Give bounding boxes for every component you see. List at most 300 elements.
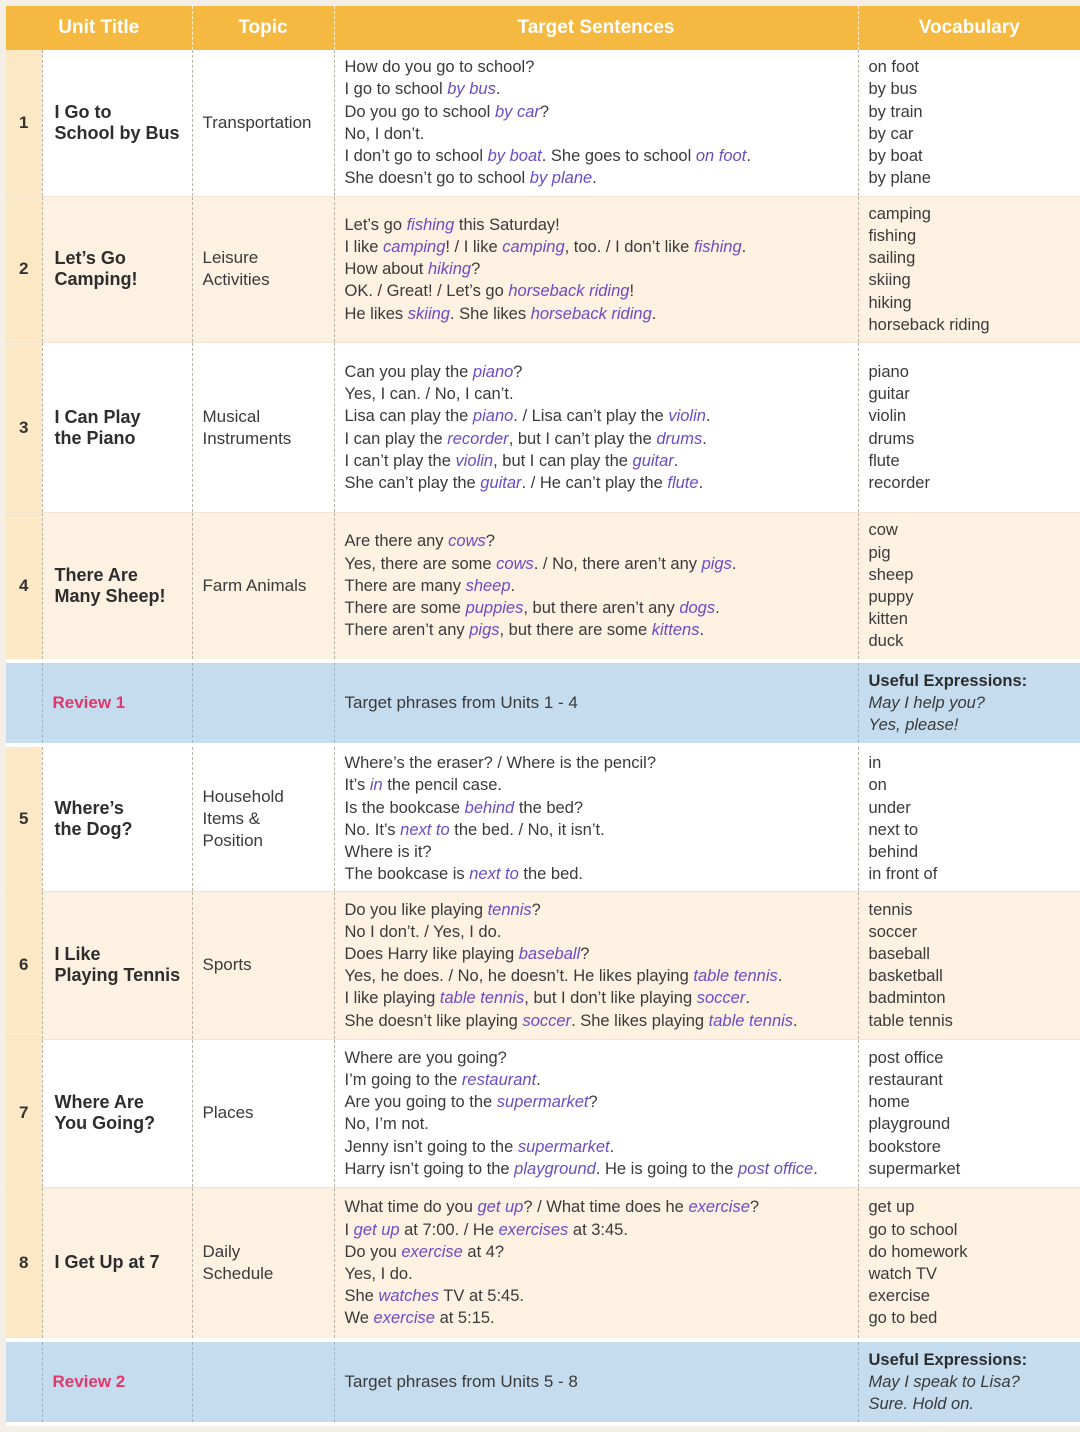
highlighted-phrase: drums <box>656 429 703 448</box>
vocabulary-item: recorder <box>868 473 930 492</box>
unit-title <box>42 196 192 342</box>
sentence-text: , but I can’t play the <box>508 429 657 448</box>
header-row <box>6 6 1080 50</box>
sentence-text: No, I’m not. <box>344 1115 429 1134</box>
highlighted-phrase: get up <box>477 1198 524 1217</box>
unit-title <box>42 891 192 1039</box>
unit-topic <box>192 745 334 891</box>
vocabulary-item: hiking <box>868 293 912 312</box>
sentence-text: . <box>651 304 657 323</box>
sentence-text: ? <box>485 532 495 551</box>
unit-row <box>6 342 1080 512</box>
sentence-text: Are you going to the <box>344 1093 497 1112</box>
sentence-text: Yes, he does. / No, he doesn’t. He likes playing <box>344 967 694 986</box>
sentence-text: . <box>715 599 720 618</box>
header-topic: Topic <box>192 6 334 50</box>
sentence-text: at 5:15. <box>435 1309 495 1328</box>
vocabulary-item: skiing <box>868 271 911 290</box>
vocabulary-item: by bus <box>868 80 918 99</box>
vocabulary-list <box>858 196 1080 342</box>
sentence-text: . <box>813 1159 818 1178</box>
unit-title-line: the Dog? <box>54 818 133 839</box>
highlighted-phrase: by car <box>494 102 540 121</box>
sentence-text: OK. / Great! / Let’s go <box>344 282 509 301</box>
vocabulary-item: home <box>868 1093 910 1112</box>
sentence-text: . She goes to school <box>541 147 696 166</box>
sentence-text: She <box>344 1287 379 1306</box>
sentence-text: TV at 5:45. <box>438 1287 524 1306</box>
sentence-text: . <box>731 554 737 573</box>
target-sentence <box>345 1263 858 1285</box>
vocabulary-item: drums <box>868 429 915 448</box>
highlighted-phrase: supermarket <box>496 1093 589 1112</box>
vocabulary-list <box>858 745 1080 891</box>
useful-expression: Sure. Hold on. <box>868 1394 974 1413</box>
target-sentence <box>345 1307 858 1329</box>
highlighted-phrase: guitar <box>632 451 674 470</box>
topic-line: Farm Animals <box>202 575 307 595</box>
sentence-text: Where’s the eraser? / Where is the pencil? <box>344 754 657 773</box>
sentence-text: Does Harry like playing <box>344 945 519 964</box>
sentence-text: at 7:00. / He <box>399 1220 499 1239</box>
unit-number: 7 <box>6 1039 42 1187</box>
sentence-text: She doesn’t go to school <box>344 169 530 188</box>
sentence-text: . He is going to the <box>595 1159 738 1178</box>
sentence-text: ? <box>580 945 590 964</box>
sentence-text: No I don’t. / Yes, I do. <box>344 922 502 941</box>
syllabus-page <box>6 6 1080 1426</box>
highlighted-phrase: soccer <box>522 1011 572 1030</box>
target-sentence <box>345 450 858 472</box>
vocabulary-item: violin <box>868 407 907 426</box>
target-sentence <box>345 123 858 145</box>
target-sentences <box>334 1039 858 1187</box>
highlighted-phrase: by bus <box>447 80 496 99</box>
sentence-text: . <box>510 576 516 595</box>
unit-row <box>6 50 1080 196</box>
highlighted-phrase: fishing <box>406 215 455 234</box>
unit-title-line: Let’s Go <box>54 248 126 269</box>
target-sentence <box>345 56 858 78</box>
unit-title <box>42 1188 192 1340</box>
sentence-text: the bed. / No, it isn’t. <box>449 820 605 839</box>
target-sentence <box>345 841 858 863</box>
highlighted-phrase: exercise <box>401 1242 463 1261</box>
target-sentences <box>334 513 858 661</box>
unit-number: 8 <box>6 1188 42 1340</box>
unit-title-line: There Are <box>54 564 138 585</box>
sentence-text: . / No, there aren’t any <box>533 554 702 573</box>
highlighted-phrase: in <box>369 776 383 795</box>
sentence-text: ? <box>588 1093 598 1112</box>
vocabulary-item: playground <box>868 1115 951 1134</box>
vocabulary-item: basketball <box>868 967 943 986</box>
sentence-text: There aren’t any <box>344 621 470 640</box>
highlighted-phrase: supermarket <box>517 1137 610 1156</box>
unit-topic <box>192 50 334 196</box>
sentence-text: Yes, I can. / No, I can’t. <box>344 385 514 404</box>
header-vocabulary: Vocabulary <box>858 6 1080 50</box>
unit-title <box>42 1039 192 1187</box>
sentence-text: There are many <box>344 576 466 595</box>
sentence-text: Let’s go <box>344 215 407 234</box>
vocabulary-list <box>858 50 1080 196</box>
highlighted-phrase: exercise <box>688 1198 750 1217</box>
target-sentences <box>334 1188 858 1340</box>
highlighted-phrase: baseball <box>518 945 581 964</box>
unit-row <box>6 1039 1080 1187</box>
sentence-text: this Saturday! <box>454 215 560 234</box>
sentence-text: . <box>746 147 751 166</box>
unit-row <box>6 1188 1080 1340</box>
sentence-text: . <box>698 473 704 492</box>
useful-expression: Yes, please! <box>868 716 959 734</box>
unit-title-line: Many Sheep! <box>54 585 166 606</box>
vocabulary-list <box>858 513 1080 661</box>
target-sentence <box>345 145 858 167</box>
header-target-sentences: Target Sentences <box>334 6 858 50</box>
topic-line: Items & <box>202 808 261 828</box>
sentence-text: at 4? <box>462 1242 505 1261</box>
highlighted-phrase: piano <box>472 362 514 381</box>
unit-topic <box>192 891 334 1039</box>
unit-title-line: Playing Tennis <box>54 965 181 986</box>
unit-title <box>42 50 192 196</box>
highlighted-phrase: violin <box>668 407 706 426</box>
useful-expression: May I speak to Lisa? <box>868 1372 1020 1391</box>
unit-topic <box>192 342 334 512</box>
highlighted-phrase: exercise <box>373 1309 435 1328</box>
target-sentence <box>345 987 858 1009</box>
sentence-text: I can’t play the <box>344 451 456 470</box>
target-sentence <box>345 1091 858 1113</box>
vocabulary-item: fishing <box>868 226 917 245</box>
highlighted-phrase: soccer <box>696 989 746 1008</box>
sentence-text: . <box>699 621 705 640</box>
sentence-text: . <box>777 967 783 986</box>
highlighted-phrase: playground <box>514 1159 596 1178</box>
topic-line: Daily <box>202 1241 241 1261</box>
vocabulary-item: flute <box>868 451 900 470</box>
unit-row <box>6 196 1080 342</box>
useful-expressions <box>858 661 1080 745</box>
target-sentence <box>345 214 858 236</box>
target-sentence <box>345 1047 858 1069</box>
vocabulary-item: guitar <box>868 385 910 404</box>
highlighted-phrase: violin <box>455 451 494 470</box>
target-sentence <box>345 1136 858 1158</box>
target-sentence <box>345 553 858 575</box>
sentence-text: the bed. <box>518 865 584 884</box>
highlighted-phrase: guitar <box>480 473 522 492</box>
sentence-text: How do you go to school? <box>344 58 535 77</box>
unit-number: 5 <box>6 745 42 891</box>
sentence-text: . <box>495 80 501 99</box>
sentence-text: ? <box>513 362 523 381</box>
target-sentences <box>334 50 858 196</box>
vocabulary-item: pig <box>868 543 891 562</box>
topic-line: Instruments <box>202 428 292 448</box>
target-sentence <box>345 819 858 841</box>
target-sentence <box>345 236 858 258</box>
sentence-text: , too. / I don’t like <box>564 238 694 256</box>
sentence-text: the pencil case. <box>382 776 502 795</box>
sentence-text: Where is it? <box>344 843 432 861</box>
sentence-text: Where are you going? <box>344 1048 507 1067</box>
sentence-text: No. It’s <box>344 820 401 839</box>
review-topic-cell <box>192 661 334 745</box>
sentence-text: How about <box>344 260 428 279</box>
unit-row <box>6 513 1080 661</box>
vocabulary-item: cow <box>868 521 898 540</box>
vocabulary-item: watch TV <box>868 1264 937 1283</box>
sentence-text: Do you like playing <box>344 900 488 919</box>
unit-topic <box>192 513 334 661</box>
vocabulary-item: puppy <box>868 587 914 606</box>
vocabulary-item: bookstore <box>868 1137 941 1156</box>
sentence-text: at 3:45. <box>568 1220 628 1239</box>
sentence-text: Jenny isn’t going to the <box>344 1137 518 1156</box>
vocabulary-item: piano <box>868 362 909 381</box>
target-sentence <box>345 1196 858 1218</box>
target-sentence <box>345 405 858 427</box>
vocabulary-item: behind <box>868 843 919 861</box>
sentence-text: . <box>673 451 679 470</box>
unit-title-line: You Going? <box>54 1113 156 1134</box>
review-label: Review 2 <box>42 1340 192 1424</box>
highlighted-phrase: camping <box>502 238 565 256</box>
vocabulary-item: exercise <box>868 1287 930 1306</box>
unit-topic <box>192 1188 334 1340</box>
topic-line: Sports <box>202 955 252 975</box>
sentence-text: . She likes playing <box>571 1011 709 1030</box>
unit-title <box>42 745 192 891</box>
target-sentence <box>345 280 858 302</box>
review-num-cell <box>6 661 42 745</box>
header-unit-title: Unit Title <box>6 6 192 50</box>
highlighted-phrase: hiking <box>427 260 472 279</box>
highlighted-phrase: horseback riding <box>530 304 652 323</box>
sentence-text: . <box>536 1071 541 1090</box>
topic-line: Musical <box>202 406 261 426</box>
sentence-text: I’m going to the <box>344 1071 462 1090</box>
target-sentence <box>345 167 858 189</box>
unit-row <box>6 891 1080 1039</box>
target-sentence <box>345 303 858 325</box>
vocabulary-list <box>858 1039 1080 1187</box>
unit-topic <box>192 1039 334 1187</box>
sentence-text: I <box>344 1220 354 1239</box>
highlighted-phrase: table tennis <box>708 1011 794 1030</box>
sentence-text: I don’t go to school <box>344 147 488 166</box>
sentence-text: What time do you <box>344 1198 478 1217</box>
sentence-text: Do you <box>344 1242 402 1261</box>
sentence-text: I go to school <box>344 80 448 99</box>
sentence-text: . <box>705 407 711 426</box>
target-sentence <box>345 1241 858 1263</box>
vocabulary-item: tennis <box>868 900 913 919</box>
target-sentence <box>345 1010 858 1032</box>
vocabulary-item: by train <box>868 102 923 121</box>
sentence-text: . / He can’t play the <box>521 473 668 492</box>
target-sentence <box>345 752 858 774</box>
sentence-text: , but there are some <box>499 621 652 640</box>
highlighted-phrase: puppies <box>465 599 524 618</box>
sentence-text: . <box>702 429 707 448</box>
vocabulary-item: supermarket <box>868 1159 961 1178</box>
sentence-text: ? / What time does he <box>523 1198 689 1217</box>
target-sentence <box>345 1285 858 1307</box>
sentence-text: No, I don’t. <box>344 124 425 143</box>
vocabulary-item: on foot <box>868 58 919 77</box>
useful-expressions-heading: Useful Expressions: <box>868 671 1028 690</box>
target-sentence <box>345 597 858 619</box>
unit-title-line: I Can Play <box>54 406 141 427</box>
highlighted-phrase: by plane <box>529 169 593 188</box>
topic-line: Leisure <box>202 248 259 268</box>
vocabulary-item: get up <box>868 1198 915 1217</box>
sentence-text: He likes <box>344 304 408 323</box>
unit-number: 4 <box>6 513 42 661</box>
sentence-text: , but there aren’t any <box>523 599 680 618</box>
target-sentence <box>345 101 858 123</box>
vocabulary-item: by car <box>868 124 914 143</box>
sentence-text: , but I can play the <box>493 451 633 470</box>
target-sentence <box>345 965 858 987</box>
unit-title-line: I Get Up at 7 <box>54 1252 160 1273</box>
target-sentence <box>345 383 858 405</box>
vocabulary-item: on <box>868 776 887 795</box>
unit-title <box>42 513 192 661</box>
target-sentence <box>345 921 858 943</box>
highlighted-phrase: table tennis <box>693 967 778 986</box>
vocabulary-item: camping <box>868 204 931 223</box>
highlighted-phrase: cows <box>496 554 534 573</box>
review-label: Review 1 <box>42 661 192 745</box>
sentence-text: the bed? <box>514 798 584 817</box>
sentence-text: There are some <box>344 599 466 618</box>
highlighted-phrase: skiing <box>407 304 450 323</box>
target-sentence <box>345 361 858 383</box>
sentence-text: Are there any <box>344 532 449 551</box>
unit-title-line: School by Bus <box>54 122 180 143</box>
target-sentence <box>345 530 858 552</box>
vocabulary-list <box>858 342 1080 512</box>
target-sentence <box>345 797 858 819</box>
review-topic-cell <box>192 1340 334 1424</box>
highlighted-phrase: watches <box>378 1287 439 1306</box>
target-sentence <box>345 863 858 885</box>
highlighted-phrase: recorder <box>447 429 509 448</box>
sentence-text: , but I don’t like playing <box>524 989 697 1008</box>
vocabulary-item: horseback riding <box>868 315 990 334</box>
sentence-text: . <box>745 989 750 1008</box>
sentence-text: She can’t play the <box>344 473 481 492</box>
sentence-text: It’s <box>344 776 370 795</box>
highlighted-phrase: next to <box>400 820 450 839</box>
sentence-text: Harry isn’t going to the <box>344 1159 515 1178</box>
vocabulary-item: by plane <box>868 169 931 188</box>
sentence-text: ! / I like <box>445 238 503 256</box>
useful-expression: May I help you? <box>868 693 985 712</box>
vocabulary-item: by boat <box>868 147 923 166</box>
sentence-text: ? <box>471 260 481 279</box>
review-row <box>6 1340 1080 1424</box>
vocabulary-item: go to bed <box>868 1309 938 1328</box>
topic-line: Transportation <box>202 112 312 132</box>
highlighted-phrase: fishing <box>693 238 742 256</box>
useful-expressions-heading: Useful Expressions: <box>868 1350 1028 1369</box>
highlighted-phrase: behind <box>464 798 515 817</box>
highlighted-phrase: by boat <box>487 147 542 166</box>
highlighted-phrase: pigs <box>469 621 500 640</box>
highlighted-phrase: restaurant <box>461 1071 537 1090</box>
topic-line: Position <box>202 830 263 850</box>
highlighted-phrase: on foot <box>695 147 747 166</box>
highlighted-phrase: tennis <box>487 900 532 919</box>
vocabulary-item: soccer <box>868 922 918 941</box>
unit-title-line: the Piano <box>54 427 136 448</box>
sentence-text: Do you go to school <box>344 102 495 121</box>
highlighted-phrase: pigs <box>701 554 732 573</box>
sentence-text: I like playing <box>344 989 440 1008</box>
unit-number: 2 <box>6 196 42 342</box>
sentence-text: ? <box>531 900 541 919</box>
unit-title-line: I Like <box>54 944 101 965</box>
target-sentence <box>345 1219 858 1241</box>
target-sentence <box>345 78 858 100</box>
vocabulary-item: under <box>868 798 911 817</box>
target-sentence <box>345 619 858 641</box>
highlighted-phrase: camping <box>383 238 446 256</box>
sentence-text: . <box>609 1137 615 1156</box>
sentence-text: The bookcase is <box>344 865 470 884</box>
sentence-text: Can you play the <box>344 362 473 381</box>
unit-topic <box>192 196 334 342</box>
unit-row <box>6 745 1080 891</box>
review-target-phrases: Target phrases from Units 5 - 8 <box>334 1340 858 1424</box>
highlighted-phrase: next to <box>469 865 519 884</box>
target-sentence <box>345 1158 858 1180</box>
unit-title <box>42 342 192 512</box>
vocabulary-item: in <box>868 754 882 773</box>
unit-title-line: Camping! <box>54 269 138 290</box>
target-sentence <box>345 899 858 921</box>
sentence-text: ! <box>629 282 635 301</box>
sentence-text: She doesn’t like playing <box>344 1011 523 1030</box>
review-num-cell <box>6 1340 42 1424</box>
target-sentence <box>345 575 858 597</box>
highlighted-phrase: piano <box>472 407 514 426</box>
highlighted-phrase: exercises <box>498 1220 569 1239</box>
unit-number: 1 <box>6 50 42 196</box>
target-sentence <box>345 258 858 280</box>
unit-title-line: Where’s <box>54 797 124 818</box>
sentence-text: . <box>741 238 747 256</box>
unit-number: 6 <box>6 891 42 1039</box>
topic-line: Household <box>202 786 284 806</box>
topic-line: Schedule <box>202 1263 274 1283</box>
syllabus-table <box>6 6 1080 1426</box>
sentence-text: I can play the <box>344 429 448 448</box>
vocabulary-item: do homework <box>868 1242 968 1261</box>
vocabulary-item: go to school <box>868 1220 958 1239</box>
vocabulary-list <box>858 1188 1080 1340</box>
sentence-text: ? <box>749 1198 760 1217</box>
sentence-text: Yes, I do. <box>344 1264 413 1283</box>
vocabulary-item: kitten <box>868 610 908 629</box>
topic-line: Activities <box>202 270 270 290</box>
